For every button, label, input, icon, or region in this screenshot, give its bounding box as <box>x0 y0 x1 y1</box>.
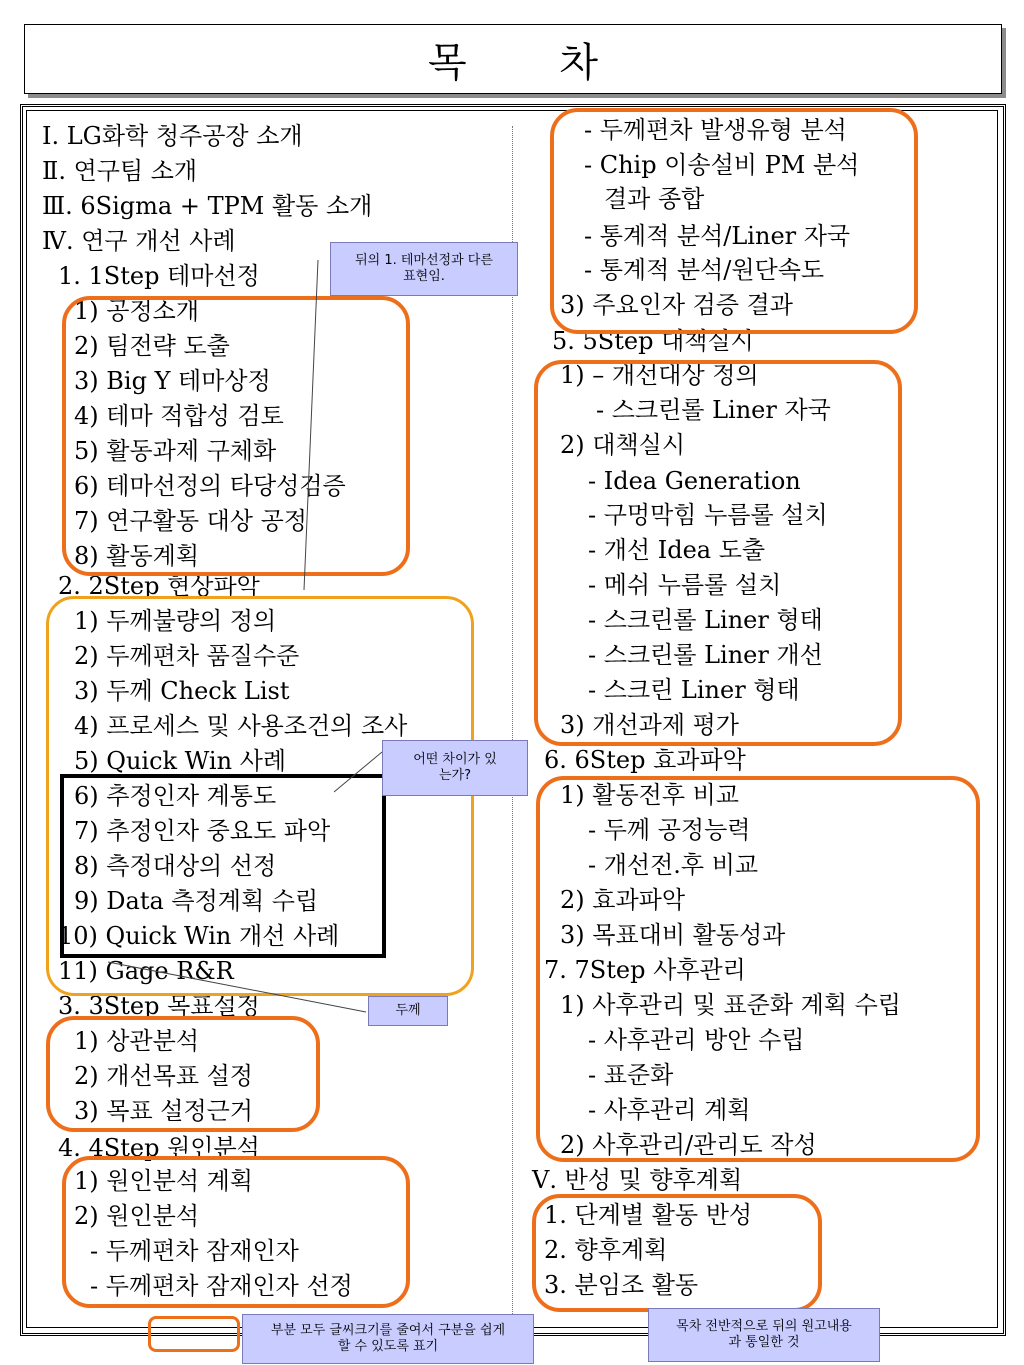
toc-item: 8) 측정대상의 선정 <box>74 852 277 880</box>
toc-item: Ⅰ. LG화학 청주공장 소개 <box>42 122 303 150</box>
note-consistency <box>648 1308 880 1362</box>
toc-item: 3) 개선과제 평가 <box>560 711 739 739</box>
toc-item: - 스크린롤 Liner 개선 <box>588 641 823 669</box>
toc-item: 결과 종합 <box>604 185 705 213</box>
connector-theme-note <box>304 260 318 590</box>
toc-item: 5) Quick Win 사례 <box>74 747 287 775</box>
note-difference <box>382 740 528 796</box>
note-thickness <box>368 996 448 1026</box>
note-theme-text: 뒤의 1. 테마선정과 다른 표현임. <box>355 253 493 284</box>
toc-item: 2) 두께편차 품질수준 <box>74 642 300 670</box>
toc-item: - 사후관리 계획 <box>588 1096 751 1124</box>
toc-item: 2. 2Step 현상파악 <box>58 572 260 600</box>
toc-item: - 스크린 Liner 형태 <box>588 676 800 704</box>
toc-item: 9) Data 측정계획 수립 <box>74 887 319 915</box>
toc-item: Ⅲ. 6Sigma + TPM 활동 소개 <box>42 192 373 220</box>
toc-item: 4) 테마 적합성 검토 <box>74 402 284 430</box>
toc-item: 2) 원인분석 <box>74 1202 199 1230</box>
toc-item: 1. 단계별 활동 반성 <box>544 1201 753 1229</box>
toc-item: - 두께편차 잠재인자 <box>90 1237 299 1265</box>
toc-item: 1. 1Step 테마선정 <box>58 262 260 290</box>
toc-item: 1) 상관분석 <box>74 1027 199 1055</box>
toc-item: 1) 사후관리 및 표준화 계획 수립 <box>560 991 901 1019</box>
toc-item: - Chip 이송설비 PM 분석 <box>584 151 860 179</box>
toc-item: - 메쉬 누름롤 설치 <box>588 571 782 599</box>
toc-item: - 표준화 <box>588 1061 674 1089</box>
toc-item: Ⅳ. 연구 개선 사례 <box>42 227 236 255</box>
toc-item: 7) 연구활동 대상 공정 <box>74 507 307 535</box>
toc-item: - 스크린롤 Liner 자국 <box>596 396 831 424</box>
toc-item: 2. 향후계획 <box>544 1236 668 1264</box>
toc-item: 2) 사후관리/관리도 작성 <box>560 1131 817 1159</box>
toc-item: 2) 팀전략 도출 <box>74 332 230 360</box>
toc-item: - 두께편차 잠재인자 선정 <box>90 1272 353 1300</box>
toc-item: 6. 6Step 효과파악 <box>544 746 746 774</box>
toc-item: 6) 테마선정의 타당성검증 <box>74 472 346 500</box>
toc-item: - 사후관리 방안 수립 <box>588 1026 805 1054</box>
toc-item: Ⅴ. 반성 및 향후계획 <box>532 1166 743 1194</box>
toc-item: 3) 주요인자 검증 결과 <box>560 291 793 319</box>
toc-item: 4. 4Step 원인분석 <box>58 1134 260 1162</box>
toc-item: 8) 활동계획 <box>74 542 199 570</box>
note-consistency-text: 목차 전반적으로 뒤의 원고내용과 통일한 것 <box>676 1319 852 1350</box>
toc-item: - 두께편차 발생유형 분석 <box>584 116 847 144</box>
note-font-size <box>242 1314 534 1364</box>
note-theme-expression <box>330 242 518 296</box>
toc-item: 3) 목표 설정근거 <box>74 1097 253 1125</box>
toc-item: 7) 추정인자 중요도 파악 <box>74 817 331 845</box>
connector-thickness-note <box>108 962 366 1012</box>
note-thickness-text: 두께 <box>395 1003 421 1018</box>
toc-item: 3. 3Step 목표설정 <box>58 992 260 1020</box>
toc-item: 1) 두께불량의 정의 <box>74 607 277 635</box>
toc-item: 10) Quick Win 개선 사례 <box>58 922 340 950</box>
toc-item: - 개선 Idea 도출 <box>588 536 766 564</box>
toc-item: - 구멍막힘 누름롤 설치 <box>588 501 828 529</box>
toc-item: 6) 추정인자 계통도 <box>74 782 277 810</box>
toc-item: - 통계적 분석/Liner 자국 <box>584 222 851 250</box>
toc-item: 2) 개선목표 설정 <box>74 1062 253 1090</box>
toc-item: - 개선전.후 비교 <box>588 851 759 879</box>
toc-item: 1) – 개선대상 정의 <box>560 361 759 389</box>
page-title: 목 차 <box>428 39 638 86</box>
toc-item: 5) 활동과제 구체화 <box>74 437 277 465</box>
note-difference-text: 어떤 차이가 있는가? <box>413 752 497 783</box>
toc-item: - 두께 공정능력 <box>588 816 751 844</box>
toc-item: 1) 원인분석 계획 <box>74 1167 253 1195</box>
toc-item: - 통계적 분석/원단속도 <box>584 256 825 284</box>
toc-item: 1) 활동전후 비교 <box>560 781 739 809</box>
toc-item: 5. 5Step 대책실시 <box>552 327 754 355</box>
toc-item: 3) Big Y 테마상정 <box>74 367 271 395</box>
toc-item: 4) 프로세스 및 사용조건의 조사 <box>74 712 408 740</box>
toc-item: 11) Gage R&R <box>58 957 234 985</box>
note-font-size-text: 부분 모두 글씨크기를 줄여서 구분을 쉽게 할 수 있도록 표기 <box>270 1323 506 1354</box>
toc-item: 2) 효과파악 <box>560 886 685 914</box>
toc-item: 7. 7Step 사후관리 <box>544 956 746 984</box>
toc-item: 1) 공정소개 <box>74 297 199 325</box>
toc-item: - 스크린롤 Liner 형태 <box>588 606 823 634</box>
toc-item: 2) 대책실시 <box>560 431 685 459</box>
toc-item: 3. 분임조 활동 <box>544 1271 699 1299</box>
toc-item: 3) 목표대비 활동성과 <box>560 921 786 949</box>
toc-item: Ⅱ. 연구팀 소개 <box>42 157 198 185</box>
toc-item: - Idea Generation <box>588 467 801 495</box>
toc-item: 3) 두께 Check List <box>74 677 290 705</box>
connector-difference-note <box>334 752 382 792</box>
